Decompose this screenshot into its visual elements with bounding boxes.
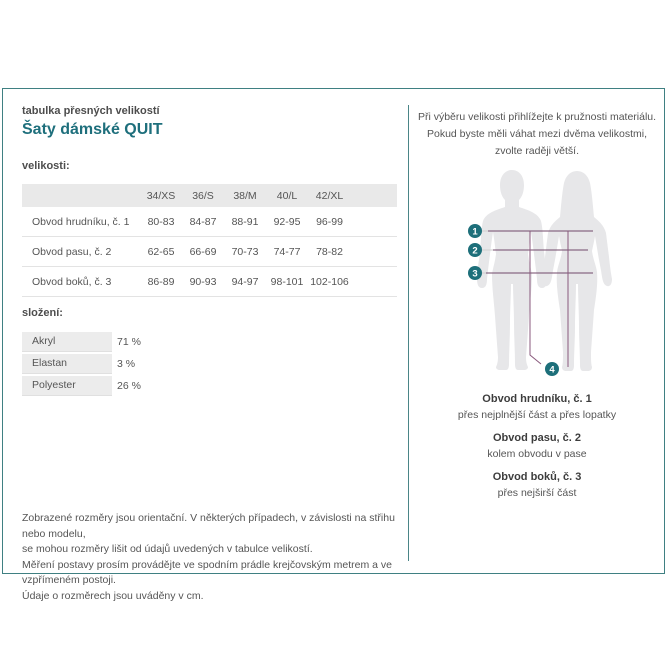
sizes-section-label: velikosti: (22, 160, 70, 172)
marker-2-number: 2 (472, 245, 478, 257)
marker-3-number: 3 (472, 268, 478, 280)
composition-row (22, 376, 242, 396)
size-value: 80-83 (140, 207, 182, 237)
size-value: 102-106 (308, 267, 351, 297)
sizes-table (22, 184, 397, 297)
size-chart-panel (2, 88, 665, 602)
product-title: Šaty dámské QUIT (22, 121, 163, 138)
material-percent: 26 % (117, 380, 141, 392)
composition-row (22, 354, 242, 374)
size-column-header: 36/S (182, 184, 224, 207)
size-value: 94-97 (224, 267, 266, 297)
measurement-description (408, 430, 666, 462)
marker-4 (545, 362, 559, 376)
size-advice-line: Při výběru velikosti přihlížejte k pružnosti materiálu. (417, 111, 657, 123)
marker-1 (468, 224, 482, 238)
size-advice-line: zvolte raději větší. (494, 145, 580, 157)
measurement-hint: přes nejplnější část a přes lopatky (457, 409, 617, 421)
disclaimer-line: Údaje o rozměrech jsou uváděny v cm. (22, 589, 204, 602)
size-value: 96-99 (308, 207, 351, 237)
material-percent: 71 % (117, 336, 141, 348)
measurement-row-label: Obvod hrudníku, č. 1 (22, 207, 140, 237)
sizes-header-empty (22, 184, 140, 207)
size-column-header: 42/XL (308, 184, 351, 207)
size-value: 84-87 (182, 207, 224, 237)
disclaimer-text (22, 511, 398, 604)
measurement-name: Obvod hrudníku, č. 1 (482, 393, 592, 405)
size-value: 92-95 (266, 207, 308, 237)
measurement-descriptions (408, 391, 666, 508)
table-row (22, 237, 397, 267)
composition-row (22, 332, 242, 352)
composition-section-label: složení: (22, 307, 63, 319)
size-value: 70-73 (224, 237, 266, 267)
size-column-header: 34/XS (140, 184, 182, 207)
table-row (22, 207, 397, 237)
composition-table (22, 332, 242, 398)
measurement-row-label: Obvod pasu, č. 2 (22, 237, 140, 267)
marker-4-number: 4 (549, 364, 555, 376)
measuring-guide (408, 89, 666, 573)
size-value: 86-89 (140, 267, 182, 297)
measurement-hint: kolem obvodu v pase (487, 448, 587, 460)
marker-2 (468, 243, 482, 257)
measurement-name: Obvod boků, č. 3 (492, 471, 582, 483)
body-measurement-diagram (438, 165, 658, 380)
marker-1-number: 1 (472, 226, 478, 238)
size-advice-line: Pokud byste měli váhat mezi dvěma velikostmi, (426, 128, 647, 140)
material-name: Elastan (22, 354, 112, 374)
measurement-description (408, 391, 666, 423)
disclaimer-line: se mohou rozměry lišit od údajů uvedených v tabulce velikostí. (22, 543, 313, 555)
panel-subtitle: tabulka přesných velikostí (22, 105, 160, 117)
size-advice-text (408, 109, 666, 160)
sizes-header-spacer (351, 184, 397, 207)
measurement-description (408, 469, 666, 501)
size-value: 66-69 (182, 237, 224, 267)
size-value: 98-101 (266, 267, 308, 297)
material-name: Akryl (22, 332, 112, 352)
disclaimer-line: Měření postavy prosím provádějte ve spodním prádle krejčovským metrem a ve vzpřímeném postoji. (22, 558, 392, 586)
marker-3 (468, 266, 482, 280)
table-row (22, 267, 397, 297)
size-value: 74-77 (266, 237, 308, 267)
measurement-hint: přes nejširší část (497, 487, 577, 499)
measurement-row-label: Obvod boků, č. 3 (22, 267, 140, 297)
size-value: 88-91 (224, 207, 266, 237)
sizes-header-row (22, 184, 397, 207)
material-percent: 3 % (117, 358, 136, 370)
female-silhouette-image (542, 171, 612, 371)
size-value: 78-82 (308, 237, 351, 267)
male-silhouette-image (477, 170, 547, 370)
material-name: Polyester (22, 376, 112, 396)
disclaimer-line: Zobrazené rozměry jsou orientační. V některých případech, v závislosti na střihu nebo modelu, (22, 512, 395, 540)
size-value: 90-93 (182, 267, 224, 297)
measurement-name: Obvod pasu, č. 2 (492, 432, 582, 444)
size-value: 62-65 (140, 237, 182, 267)
size-column-header: 40/L (266, 184, 308, 207)
size-column-header: 38/M (224, 184, 266, 207)
